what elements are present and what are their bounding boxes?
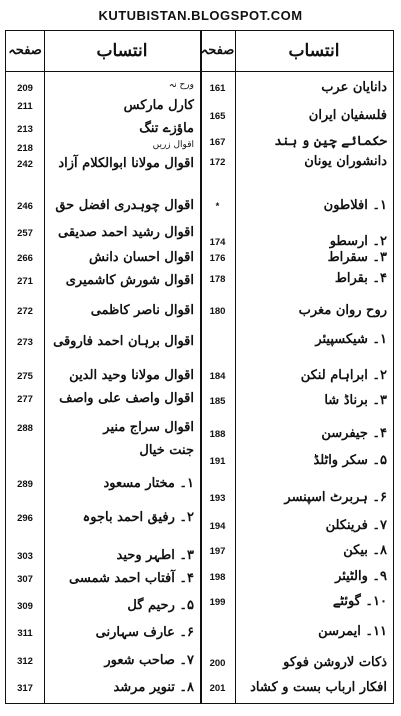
header-rule bbox=[6, 71, 393, 72]
entry-page-number: 185 bbox=[209, 396, 226, 407]
entry-page-number: 277 bbox=[17, 394, 33, 405]
entry-page-number: 312 bbox=[17, 656, 33, 667]
entry-page-number: 199 bbox=[209, 597, 226, 608]
blog-banner: KUTUBISTAN.BLOGSPOT.COM bbox=[98, 8, 303, 23]
entry-title: ۱۰۔ گوئٹے bbox=[332, 594, 387, 609]
entry-page-number: 191 bbox=[209, 456, 226, 467]
entry-page-number: 311 bbox=[17, 628, 33, 639]
entry-title: اقوال شورش کاشمیری bbox=[65, 273, 194, 288]
entry-page-number: 197 bbox=[209, 546, 226, 557]
entry-title: ۸۔ بیکن bbox=[343, 543, 387, 558]
entry-title: اقوال سراج منیر bbox=[103, 420, 194, 435]
entry-page-number: 161 bbox=[209, 83, 226, 94]
entry-page-number: 275 bbox=[17, 371, 33, 382]
entry-title: ذکات لاروشن فوکو bbox=[283, 655, 387, 670]
entry-title: ۱۔ افلاطون bbox=[323, 198, 387, 213]
entry-title: روح روان مغرب bbox=[298, 303, 387, 318]
entry-page-number: 165 bbox=[209, 111, 226, 122]
entry-page-number: 209 bbox=[17, 83, 33, 94]
entry-page-number: 174 bbox=[209, 237, 226, 248]
entry-title: کارل مارکس bbox=[123, 98, 194, 113]
entry-title: ۸۔ تنویر مرشد bbox=[113, 680, 194, 695]
entry-title: اقوال ناصر کاظمی bbox=[90, 303, 194, 318]
entry-title: ماؤزے تنگ bbox=[139, 121, 194, 136]
entry-title: اقوال احسان دانش bbox=[89, 250, 194, 265]
entry-title: ۲۔ ارسطو bbox=[329, 234, 387, 249]
entry-title: ۲۔ ابراہام لنکن bbox=[300, 368, 387, 383]
entry-title: ۶۔ ہربرٹ اسپنسر bbox=[284, 490, 387, 505]
entry-title: ۲۔ رفیق احمد باجوہ bbox=[82, 510, 194, 525]
entry-title: ورح نہ bbox=[168, 80, 194, 90]
column-divider bbox=[235, 31, 236, 703]
entry-title: اقوال مولانا وحید الدین bbox=[69, 368, 194, 383]
entry-title: ۱۔ مختار مسعود bbox=[103, 476, 194, 491]
entry-page-number: * bbox=[215, 201, 220, 212]
entry-page-number: 180 bbox=[209, 306, 226, 317]
entry-title: اقوال واصف علی واصف bbox=[59, 391, 194, 406]
entry-page-number: 176 bbox=[209, 253, 226, 264]
entry-page-number: 211 bbox=[17, 101, 33, 112]
entry-page-number: 289 bbox=[17, 479, 33, 490]
entry-title: اقوال زریں bbox=[152, 140, 194, 150]
entry-title: ۷۔ صاحب شعور bbox=[104, 653, 194, 668]
entry-page-number: 172 bbox=[209, 157, 226, 168]
entry-page-number: 288 bbox=[17, 423, 33, 434]
entry-title: ۹۔ والٹیئر bbox=[335, 569, 387, 584]
entry-title: ۵۔ سکر واٹلڈ bbox=[313, 453, 387, 468]
entry-page-number: 194 bbox=[209, 521, 226, 532]
entry-title: ۳۔ برناڈ شا bbox=[324, 393, 387, 408]
left-title-header: انتساب bbox=[96, 41, 148, 61]
entry-title: ۴۔ آفتاب احمد شمسی bbox=[69, 571, 194, 586]
right-title-header: انتساب bbox=[288, 41, 340, 61]
entry-page-number: 188 bbox=[209, 429, 226, 440]
entry-page-number: 309 bbox=[17, 601, 33, 612]
entry-title: دانشوران یونان bbox=[304, 154, 387, 169]
entry-page-number: 242 bbox=[17, 159, 33, 170]
entry-title: ۵۔ رحیم گل bbox=[127, 598, 194, 613]
entry-title: اقوال چوہدری افضل حق bbox=[55, 198, 194, 213]
entry-page-number: 184 bbox=[209, 371, 226, 382]
entry-page-number: 193 bbox=[209, 493, 226, 504]
entry-page-number: 271 bbox=[17, 276, 33, 287]
entry-title: ۴۔ جیفرسن bbox=[321, 426, 387, 441]
entry-title: اقوال برہان احمد فاروقی bbox=[53, 334, 194, 349]
left-page-header: صفحہ bbox=[8, 43, 42, 58]
entry-page-number: 272 bbox=[17, 306, 33, 317]
entry-page-number: 307 bbox=[17, 574, 33, 585]
entry-page-number: 246 bbox=[17, 201, 33, 212]
entry-title: ۶۔ عارف سہارنی bbox=[95, 625, 194, 640]
entry-page-number: 201 bbox=[209, 683, 226, 694]
entry-page-number: 178 bbox=[209, 274, 226, 285]
column-divider bbox=[44, 31, 45, 703]
entry-page-number: 303 bbox=[17, 551, 33, 562]
entry-title: حکمائے چین و ہند bbox=[274, 134, 387, 149]
entry-page-number: 198 bbox=[209, 572, 226, 583]
entry-title: ۱۔ شیکسپیئر bbox=[315, 332, 387, 347]
entry-page-number: 273 bbox=[17, 337, 33, 348]
entry-title: ۱۱۔ ایمرسن bbox=[318, 624, 387, 639]
entry-page-number: 218 bbox=[17, 143, 33, 154]
entry-title: ۷۔ فرینکلن bbox=[325, 518, 387, 533]
entry-page-number: 257 bbox=[17, 228, 33, 239]
entry-page-number: 213 bbox=[17, 124, 33, 135]
entry-title: افکار ارباب بست و کشاد bbox=[250, 680, 387, 695]
entry-title: فلسفیان ایران bbox=[308, 108, 387, 123]
entry-page-number: 317 bbox=[17, 683, 33, 694]
entry-page-number: 167 bbox=[209, 137, 226, 148]
entry-title: جنت خیال bbox=[139, 443, 194, 458]
entry-title: ۳۔ اطہر وحید bbox=[116, 548, 194, 563]
contents-table bbox=[5, 30, 394, 704]
entry-title: دانایان عرب bbox=[321, 80, 387, 95]
entry-page-number: 296 bbox=[17, 513, 33, 524]
entry-page-number: 200 bbox=[209, 658, 226, 669]
entry-title: ۳۔ سقراط bbox=[327, 250, 387, 265]
entry-page-number: 266 bbox=[17, 253, 33, 264]
entry-title: ۴۔ بقراط bbox=[334, 271, 387, 286]
entry-title: اقوال مولانا ابوالکلام آزاد bbox=[58, 156, 194, 171]
right-page-header: صفحہ bbox=[200, 43, 235, 58]
entry-title: اقوال رشید احمد صدیقی bbox=[58, 225, 194, 240]
